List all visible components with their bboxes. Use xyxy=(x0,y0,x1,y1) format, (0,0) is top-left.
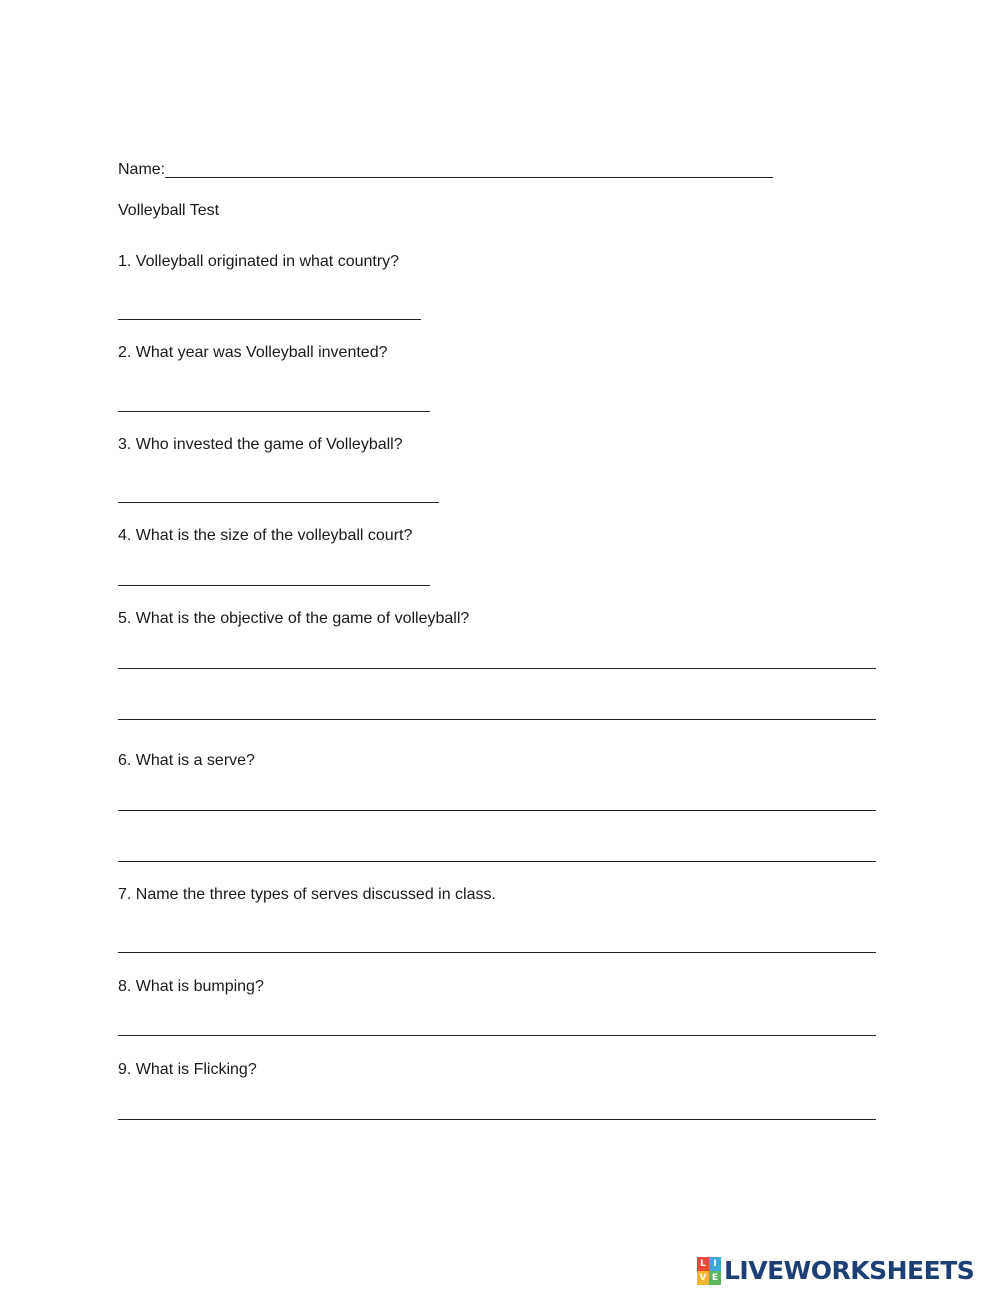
liveworksheets-logo[interactable] xyxy=(697,1256,974,1286)
question-9: 9. What is Flicking? xyxy=(118,1061,257,1078)
answer-line-8[interactable] xyxy=(118,1035,876,1036)
answer-line-3[interactable] xyxy=(118,502,439,503)
question-6: 6. What is a serve? xyxy=(118,752,255,769)
answer-line-4[interactable] xyxy=(118,585,430,586)
question-7: 7. Name the three types of serves discussed in class. xyxy=(118,886,496,903)
brand-name: LIVEWORKSHEETS xyxy=(724,1256,975,1285)
answer-line-6b[interactable] xyxy=(118,861,876,862)
answer-line-5a[interactable] xyxy=(118,668,876,669)
badge-letter-l: L xyxy=(697,1257,709,1271)
badge-letter-e: E xyxy=(709,1271,721,1285)
answer-line-1[interactable] xyxy=(118,319,421,320)
question-3: 3. Who invested the game of Volleyball? xyxy=(118,436,403,453)
answer-line-2[interactable] xyxy=(118,411,430,412)
answer-line-7[interactable] xyxy=(118,952,876,953)
question-1: 1. Volleyball originated in what country? xyxy=(118,253,400,270)
answer-line-6a[interactable] xyxy=(118,810,876,811)
live-badge-icon xyxy=(697,1257,721,1285)
question-4: 4. What is the size of the volleyball court? xyxy=(118,527,413,544)
badge-letter-v: V xyxy=(697,1271,709,1285)
question-2: 2. What year was Volleyball invented? xyxy=(118,344,388,361)
question-8: 8. What is bumping? xyxy=(118,978,264,995)
answer-line-9[interactable] xyxy=(118,1119,876,1120)
question-5: 5. What is the objective of the game of volleyball? xyxy=(118,610,470,627)
name-answer-line[interactable] xyxy=(165,177,773,178)
badge-letter-i: I xyxy=(709,1257,721,1271)
answer-line-5b[interactable] xyxy=(118,719,876,720)
name-label: Name: xyxy=(118,161,166,178)
worksheet-title: Volleyball Test xyxy=(118,202,220,219)
